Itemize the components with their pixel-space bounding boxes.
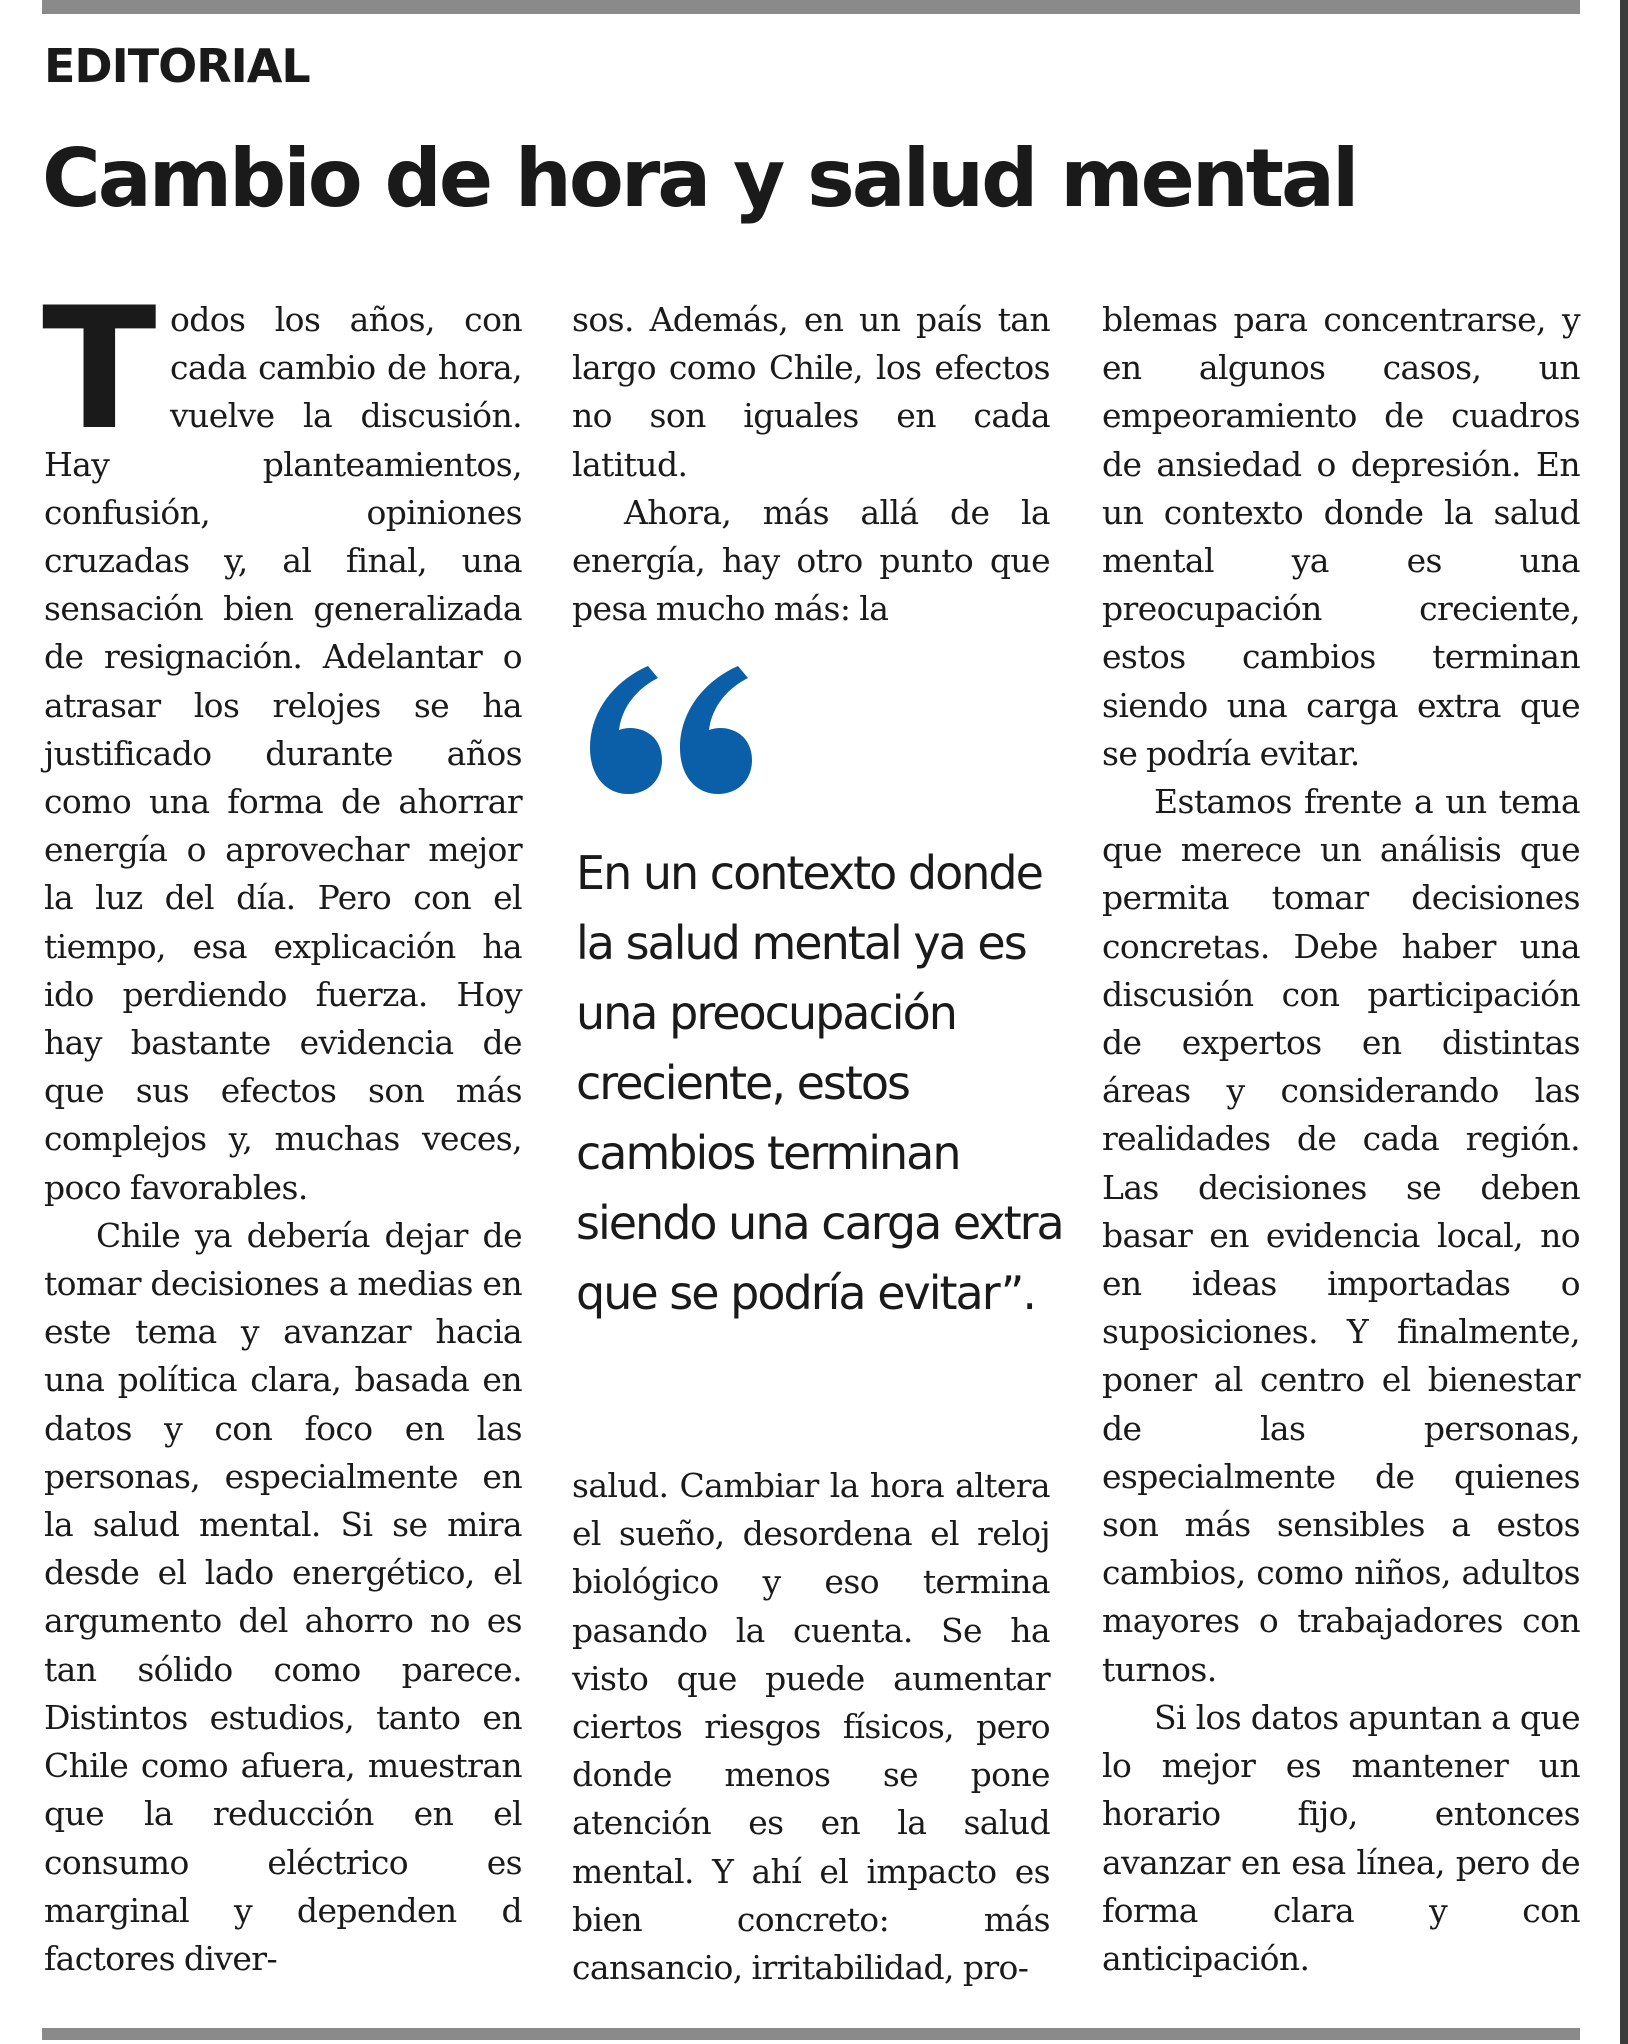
column-2-top — [572, 296, 1050, 633]
drop-cap: T — [42, 271, 156, 467]
column-2-bottom — [572, 1462, 1050, 1992]
column-3 — [1102, 296, 1580, 1983]
headline: Cambio de hora y salud mental — [42, 132, 1357, 225]
paragraph: Chile ya debería dejar de tomar decisiones a medias en este tema y avanzar hacia una política clara, basada en datos y con foco en las personas, especialmente en la salud mental. Si se mira desde el lado energético, el argumento del ahorro no es tan sólido como parece. Distintos estudios, tanto en Chile como afuera, muestran que la reducción en el consumo eléctrico es marginal y dependen d factores diver- — [44, 1215, 522, 1978]
quote-mark-icon — [582, 636, 762, 816]
paragraph: blemas para concentrarse, y en algunos casos, un empeoramiento de cuadros de ansiedad o depresión. En un contexto donde la salud mental ya es una preocupación creciente, estos cambios terminan siendo una carga extra que se podría evitar. — [1102, 300, 1580, 773]
page-edge — [1620, 0, 1628, 2044]
top-rule — [42, 0, 1580, 14]
paragraph: Ahora, más allá de la energía, hay otro punto que pesa mucho más: la — [572, 492, 1050, 629]
bottom-rule — [42, 2028, 1580, 2040]
paragraph: Todos los años, con cada cambio de hora, vuelve la discusión. Hay planteamientos, confusión, opiniones cruzadas y, al final, una sensación bien generalizada de resignación. Adelantar o atrasar los relojes se ha justificado durante años como una forma de ahorrar energía o aprovechar mejor la luz del día. Pero con el tiempo, esa explicación ha ido perdiendo fuerza. Hoy hay bastante evidencia de que sus efectos son más complejos y, muchas veces, poco favorables. — [42, 271, 522, 1207]
paragraph: Si los datos apuntan a que lo mejor es mantener un horario fijo, entonces avanzar en esa línea, pero de forma clara y con anticipación. — [1102, 1697, 1580, 1978]
section-label: EDITORIAL — [44, 39, 310, 93]
paragraph: salud. Cambiar la hora altera el sueño, desordena el reloj biológico y eso termina pasando la cuenta. Se ha visto que puede aumentar ciertos riesgos físicos, pero donde menos se pone atención es en la salud mental. Y ahí el impacto es bien concreto: más cansancio, irritabilidad, pro- — [572, 1466, 1050, 1988]
paragraph: Estamos frente a un tema que merece un análisis que permita tomar decisiones concretas. Debe haber una discusión con participación de expertos en distintas áreas y considerando las realidades de cada región. Las decisiones se deben basar en evidencia local, no en ideas importadas o suposiciones. Y finalmente, poner al centro el bienestar de las personas, especialmente de quienes son más sensibles a estos cambios, como niños, adultos mayores o trabajadores con turnos. — [1102, 782, 1580, 1689]
paragraph: sos. Además, en un país tan largo como Chile, los efectos no son iguales en cada latitud. — [572, 300, 1050, 484]
column-1 — [42, 271, 522, 1983]
pull-quote: En un contexto donde la salud mental ya es una preocupación creciente, estos cambios terminan siendo una carga extra que se podría evitar”. — [576, 846, 1063, 1320]
